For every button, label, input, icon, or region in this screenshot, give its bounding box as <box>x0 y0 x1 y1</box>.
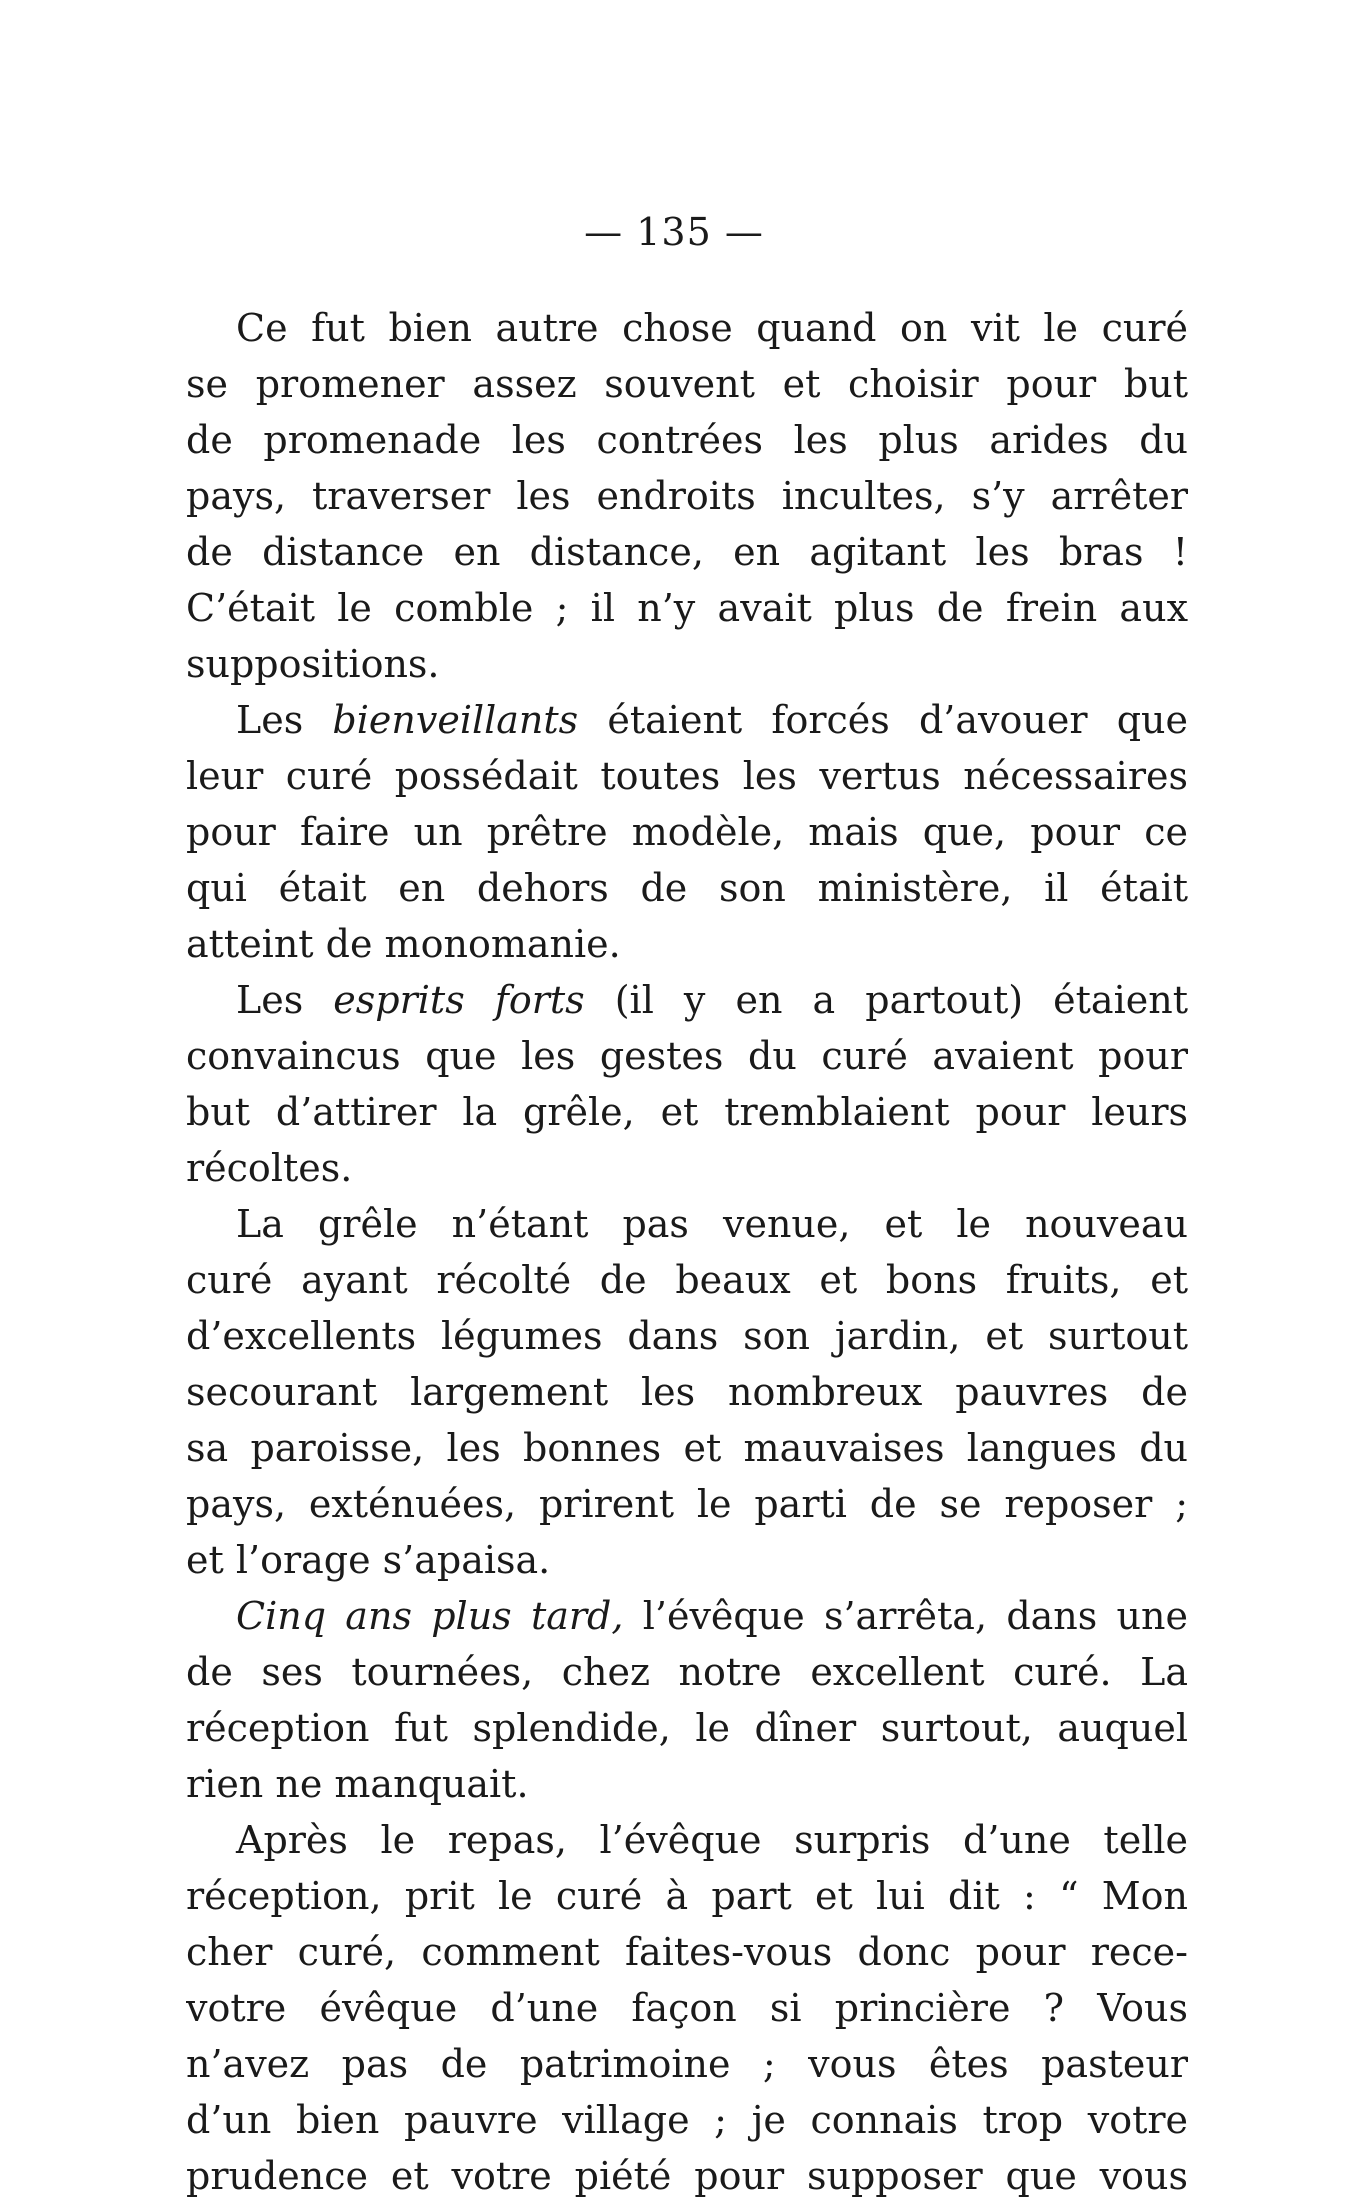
paragraph <box>186 692 1188 972</box>
text-line <box>186 1588 1188 1644</box>
italic-text: Cinq ans plus tard, <box>236 1594 624 1638</box>
text-line: Après le repas, l’évêque surpris d’une telle <box>236 1818 1188 1862</box>
text-line <box>186 972 1188 1028</box>
text-line: de ses tournées, chez notre excellent curé. La <box>186 1650 1188 1694</box>
text-segment: (il y en a partout) étaient <box>584 978 1188 1022</box>
text-segment: étaient forcés d’avouer que <box>578 698 1188 742</box>
paragraph <box>186 300 1188 692</box>
text-line: d’un bien pauvre village ; je connais trop votre <box>186 2098 1188 2142</box>
text-line: curé ayant récolté de beaux et bons fruits, et <box>186 1258 1188 1302</box>
paragraph <box>186 1588 1188 1812</box>
text-segment: l’évêque s’arrêta, dans une <box>623 1594 1188 1638</box>
text-line: de promenade les contrées les plus arides du <box>186 418 1188 462</box>
text-line: prudence et votre piété pour supposer que vous <box>186 2154 1188 2198</box>
text-line: Ce fut bien autre chose quand on vit le curé <box>236 306 1188 350</box>
text-line: pour faire un prêtre modèle, mais que, pour ce <box>186 810 1188 854</box>
text-line: cher curé, comment faites-vous donc pour rece- <box>186 1930 1188 1974</box>
text-line: secourant largement les nombreux pauvres de <box>186 1370 1188 1414</box>
text-line: convaincus que les gestes du curé avaient pour <box>186 1034 1188 1078</box>
text-line <box>186 692 1188 748</box>
paragraph <box>186 1812 1188 2204</box>
paragraph <box>186 1196 1188 1588</box>
text-line: réception, prit le curé à part et lui dit : “ Mon <box>186 1874 1188 1918</box>
text-line: pays, traverser les endroits incultes, s’y arrêter <box>186 474 1188 518</box>
text-segment: Les <box>236 698 333 742</box>
text-line: d’excellents légumes dans son jardin, et surtout <box>186 1314 1188 1358</box>
text-line: rien ne manquait. <box>186 1762 529 1806</box>
text-line: leur curé possédait toutes les vertus nécessaires <box>186 754 1188 798</box>
text-segment: Les <box>236 978 334 1022</box>
text-line: réception fut splendide, le dîner surtout, auquel <box>186 1706 1188 1750</box>
text-line: sa paroisse, les bonnes et mauvaises langues du <box>186 1426 1188 1470</box>
text-line: n’avez pas de patrimoine ; vous êtes pasteur <box>186 2042 1188 2086</box>
italic-text: bienveillants <box>332 698 579 742</box>
text-line: pays, exténuées, prirent le parti de se reposer ; <box>186 1482 1188 1526</box>
text-line: récoltes. <box>186 1146 353 1190</box>
text-line: but d’attirer la grêle, et tremblaient pour leurs <box>186 1090 1188 1134</box>
text-line: de distance en distance, en agitant les bras ! <box>186 530 1188 574</box>
paragraph <box>186 972 1188 1196</box>
text-line: C’était le comble ; il n’y avait plus de frein aux <box>186 586 1188 630</box>
text-line: se promener assez souvent et choisir pour but <box>186 362 1188 406</box>
body-text <box>186 300 1188 2204</box>
text-line: atteint de monomanie. <box>186 922 621 966</box>
page-number: — 135 — <box>584 210 764 254</box>
text-line: votre évêque d’une façon si princière ? Vous <box>186 1986 1188 2030</box>
text-line: suppositions. <box>186 642 440 686</box>
text-line: qui était en dehors de son ministère, il était <box>186 866 1188 910</box>
italic-text: esprits forts <box>333 978 585 1022</box>
text-line: La grêle n’étant pas venue, et le nouveau <box>236 1202 1188 1246</box>
text-line: et l’orage s’apaisa. <box>186 1538 551 1582</box>
